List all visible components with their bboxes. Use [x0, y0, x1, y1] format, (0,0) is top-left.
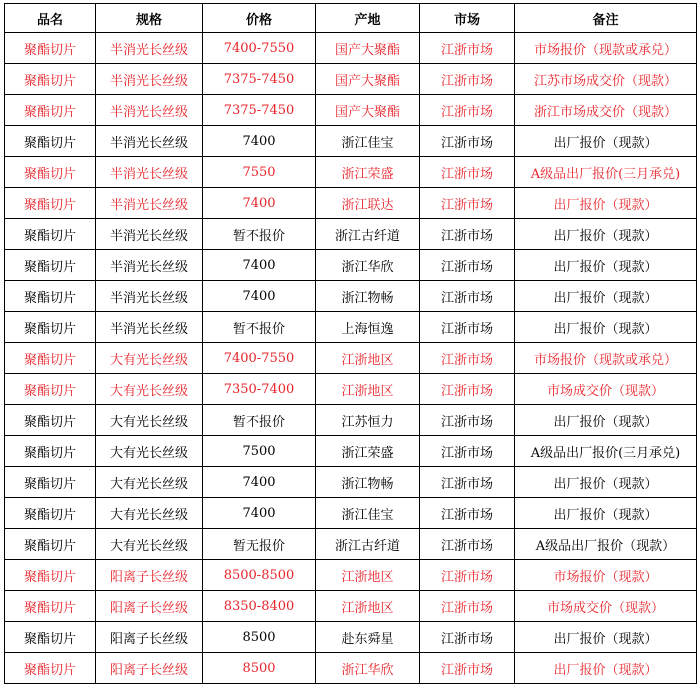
market-cell: 江浙市场: [420, 374, 515, 405]
product-cell: 聚酯切片: [5, 95, 96, 126]
remark-cell: 出厂报价（现款）: [515, 467, 697, 498]
remark-cell: 出厂报价（现款）: [515, 622, 697, 653]
market-cell: 江浙市场: [420, 653, 515, 684]
market-cell: 江浙市场: [420, 281, 515, 312]
table-row: [5, 653, 697, 684]
spec-cell: 半消光长丝级: [96, 312, 203, 343]
market-cell: 江浙市场: [420, 343, 515, 374]
price-cell: 7350-7400: [203, 374, 316, 405]
price-cell: 7400-7550: [203, 33, 316, 64]
market-cell: 江浙市场: [420, 405, 515, 436]
price-cell: 8500: [203, 653, 316, 684]
product-cell: 聚酯切片: [5, 591, 96, 622]
table-row: [5, 64, 697, 95]
product-cell: 聚酯切片: [5, 436, 96, 467]
remark-cell: 出厂报价（现款）: [515, 312, 697, 343]
spec-cell: 阳离子长丝级: [96, 591, 203, 622]
spec-cell: 大有光长丝级: [96, 498, 203, 529]
table-row: [5, 374, 697, 405]
spec-cell: 半消光长丝级: [96, 157, 203, 188]
market-cell: 江浙市场: [420, 64, 515, 95]
price-cell: 暂不报价: [203, 405, 316, 436]
market-cell: 江浙市场: [420, 250, 515, 281]
origin-cell: 上海恒逸: [316, 312, 420, 343]
spec-cell: 大有光长丝级: [96, 374, 203, 405]
price-cell: 暂不报价: [203, 219, 316, 250]
header-price: 价格: [203, 4, 316, 33]
table-body: [5, 33, 697, 684]
table-header-row: [5, 4, 697, 33]
price-cell: 7400: [203, 498, 316, 529]
origin-cell: 江浙地区: [316, 343, 420, 374]
table-row: [5, 622, 697, 653]
spec-cell: 半消光长丝级: [96, 64, 203, 95]
header-spec: 规格: [96, 4, 203, 33]
origin-cell: 浙江物畅: [316, 467, 420, 498]
product-cell: 聚酯切片: [5, 498, 96, 529]
origin-cell: 浙江荣盛: [316, 157, 420, 188]
remark-cell: 出厂报价（现款）: [515, 219, 697, 250]
spec-cell: 半消光长丝级: [96, 95, 203, 126]
table-row: [5, 529, 697, 560]
market-cell: 江浙市场: [420, 95, 515, 126]
origin-cell: 国产大聚酯: [316, 33, 420, 64]
remark-cell: 市场报价（现款或承兑）: [515, 343, 697, 374]
header-market: 市场: [420, 4, 515, 33]
price-cell: 8350-8400: [203, 591, 316, 622]
remark-cell: 出厂报价（现款）: [515, 653, 697, 684]
product-cell: 聚酯切片: [5, 622, 96, 653]
spec-cell: 大有光长丝级: [96, 436, 203, 467]
product-cell: 聚酯切片: [5, 467, 96, 498]
price-cell: 8500-8500: [203, 560, 316, 591]
remark-cell: 出厂报价（现款）: [515, 188, 697, 219]
market-cell: 江浙市场: [420, 126, 515, 157]
remark-cell: 市场报价（现款或承兑）: [515, 33, 697, 64]
product-cell: 聚酯切片: [5, 281, 96, 312]
origin-cell: 江浙地区: [316, 560, 420, 591]
remark-cell: A级品出厂报价（现款）: [515, 529, 697, 560]
spec-cell: 半消光长丝级: [96, 33, 203, 64]
table-row: [5, 95, 697, 126]
market-cell: 江浙市场: [420, 529, 515, 560]
product-cell: 聚酯切片: [5, 529, 96, 560]
market-cell: 江浙市场: [420, 622, 515, 653]
product-cell: 聚酯切片: [5, 33, 96, 64]
price-cell: 7400: [203, 188, 316, 219]
spec-cell: 大有光长丝级: [96, 343, 203, 374]
remark-cell: 出厂报价（现款）: [515, 405, 697, 436]
spec-cell: 大有光长丝级: [96, 467, 203, 498]
table-row: [5, 281, 697, 312]
market-cell: 江浙市场: [420, 157, 515, 188]
spec-cell: 半消光长丝级: [96, 250, 203, 281]
remark-cell: 出厂报价（现款）: [515, 250, 697, 281]
table-row: [5, 188, 697, 219]
product-cell: 聚酯切片: [5, 157, 96, 188]
header-product: 品名: [5, 4, 96, 33]
origin-cell: 浙江佳宝: [316, 126, 420, 157]
table-row: [5, 467, 697, 498]
product-cell: 聚酯切片: [5, 343, 96, 374]
product-cell: 聚酯切片: [5, 188, 96, 219]
header-remark: 备注: [515, 4, 697, 33]
origin-cell: 赴东舜星: [316, 622, 420, 653]
remark-cell: 市场报价（现款）: [515, 560, 697, 591]
price-cell: 暂不报价: [203, 312, 316, 343]
origin-cell: 国产大聚酯: [316, 64, 420, 95]
market-cell: 江浙市场: [420, 498, 515, 529]
market-cell: 江浙市场: [420, 467, 515, 498]
product-cell: 聚酯切片: [5, 250, 96, 281]
remark-cell: A级品出厂报价(三月承兑): [515, 157, 697, 188]
price-cell: 7400: [203, 281, 316, 312]
remark-cell: 出厂报价（现款）: [515, 498, 697, 529]
remark-cell: 出厂报价（现款）: [515, 126, 697, 157]
table-row: [5, 250, 697, 281]
origin-cell: 浙江古纤道: [316, 219, 420, 250]
spec-cell: 大有光长丝级: [96, 405, 203, 436]
table-row: [5, 312, 697, 343]
table-row: [5, 157, 697, 188]
spec-cell: 大有光长丝级: [96, 529, 203, 560]
table-row: [5, 436, 697, 467]
product-cell: 聚酯切片: [5, 64, 96, 95]
product-cell: 聚酯切片: [5, 560, 96, 591]
price-cell: 7400: [203, 126, 316, 157]
table-row: [5, 219, 697, 250]
price-cell: 7400: [203, 467, 316, 498]
market-cell: 江浙市场: [420, 436, 515, 467]
origin-cell: 浙江物畅: [316, 281, 420, 312]
header-origin: 产地: [316, 4, 420, 33]
remark-cell: 出厂报价（现款）: [515, 281, 697, 312]
origin-cell: 浙江荣盛: [316, 436, 420, 467]
table-row: [5, 405, 697, 436]
price-cell: 暂无报价: [203, 529, 316, 560]
price-cell: 7500: [203, 436, 316, 467]
remark-cell: 浙江市场成交价（现款）: [515, 95, 697, 126]
table-row: [5, 126, 697, 157]
spec-cell: 半消光长丝级: [96, 281, 203, 312]
price-cell: 7400: [203, 250, 316, 281]
spec-cell: 半消光长丝级: [96, 219, 203, 250]
price-cell: 7375-7450: [203, 64, 316, 95]
remark-cell: 江苏市场成交价（现款）: [515, 64, 697, 95]
remark-cell: 市场成交价（现款）: [515, 374, 697, 405]
origin-cell: 浙江古纤道: [316, 529, 420, 560]
origin-cell: 国产大聚酯: [316, 95, 420, 126]
table-row: [5, 560, 697, 591]
price-table: [4, 3, 697, 684]
origin-cell: 浙江华欣: [316, 250, 420, 281]
product-cell: 聚酯切片: [5, 374, 96, 405]
price-cell: 7550: [203, 157, 316, 188]
market-cell: 江浙市场: [420, 312, 515, 343]
market-cell: 江浙市场: [420, 33, 515, 64]
price-cell: 7400-7550: [203, 343, 316, 374]
table-row: [5, 33, 697, 64]
spec-cell: 半消光长丝级: [96, 188, 203, 219]
spec-cell: 半消光长丝级: [96, 126, 203, 157]
remark-cell: A级品出厂报价(三月承兑): [515, 436, 697, 467]
spec-cell: 阳离子长丝级: [96, 653, 203, 684]
spec-cell: 阳离子长丝级: [96, 560, 203, 591]
origin-cell: 江苏恒力: [316, 405, 420, 436]
market-cell: 江浙市场: [420, 591, 515, 622]
product-cell: 聚酯切片: [5, 219, 96, 250]
origin-cell: 浙江联达: [316, 188, 420, 219]
origin-cell: 江浙地区: [316, 374, 420, 405]
spec-cell: 阳离子长丝级: [96, 622, 203, 653]
table-row: [5, 343, 697, 374]
market-cell: 江浙市场: [420, 188, 515, 219]
table-row: [5, 591, 697, 622]
origin-cell: 浙江佳宝: [316, 498, 420, 529]
product-cell: 聚酯切片: [5, 126, 96, 157]
market-cell: 江浙市场: [420, 560, 515, 591]
table-row: [5, 498, 697, 529]
market-cell: 江浙市场: [420, 219, 515, 250]
origin-cell: 江浙地区: [316, 591, 420, 622]
product-cell: 聚酯切片: [5, 653, 96, 684]
product-cell: 聚酯切片: [5, 405, 96, 436]
remark-cell: 市场成交价（现款）: [515, 591, 697, 622]
price-cell: 7375-7450: [203, 95, 316, 126]
origin-cell: 浙江华欣: [316, 653, 420, 684]
product-cell: 聚酯切片: [5, 312, 96, 343]
price-cell: 8500: [203, 622, 316, 653]
